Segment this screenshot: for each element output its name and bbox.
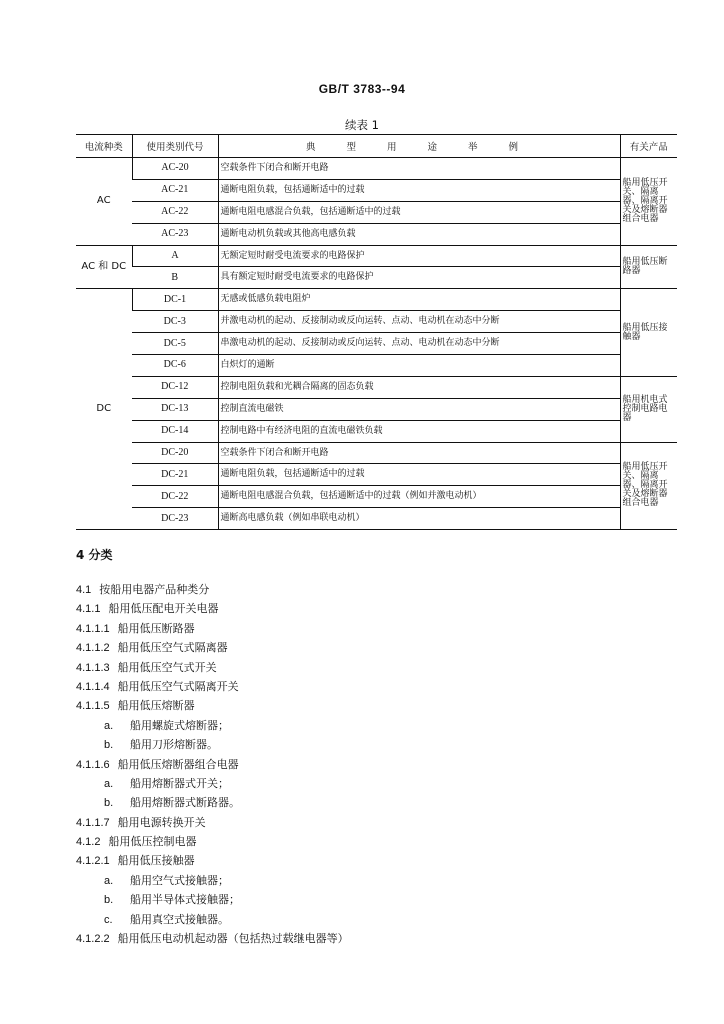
item-number: 4.1.1.1 bbox=[76, 622, 110, 635]
item-number: 4.1.2.2 bbox=[76, 933, 110, 946]
utilization-category-table bbox=[76, 134, 677, 530]
header-typical-use: 典 型 用 途 举 例 bbox=[218, 135, 620, 158]
item-number: b. bbox=[104, 894, 114, 907]
typical-use-cell: 串激电动机的起动、反接制动或反向运转、点动、电动机在动态中分断 bbox=[218, 333, 620, 355]
category-code-cell: DC-14 bbox=[132, 420, 218, 442]
item-text: 船用熔断器式断路器。 bbox=[130, 796, 240, 810]
list-sub-item bbox=[76, 871, 696, 890]
item-text: 按船用电器产品种类分 bbox=[99, 583, 210, 596]
category-code-cell: AC-22 bbox=[132, 201, 218, 223]
typical-use-cell: 白炽灯的通断 bbox=[218, 355, 620, 377]
typical-use-cell: 通断电动机负载或其他高电感负载 bbox=[218, 223, 620, 245]
table-row bbox=[76, 311, 677, 333]
item-text: 船用螺旋式熔断器； bbox=[130, 718, 229, 732]
table-row bbox=[76, 201, 677, 223]
current-type-cell: AC bbox=[76, 158, 132, 246]
category-code-cell: A bbox=[132, 245, 218, 267]
category-code-cell: AC-23 bbox=[132, 223, 218, 245]
table-caption: 续表 1 bbox=[345, 118, 379, 132]
item-number: c. bbox=[104, 913, 113, 926]
typical-use-cell: 控制直流电磁铁 bbox=[218, 398, 620, 420]
document-number: GB/T 3783--94 bbox=[318, 82, 406, 96]
item-text: 船用刀形熔断器。 bbox=[130, 738, 218, 752]
section-heading: 4 分类 bbox=[76, 548, 113, 562]
classification-list bbox=[76, 580, 696, 948]
category-code-cell: DC-22 bbox=[132, 486, 218, 508]
item-text: 船用空气式接触器； bbox=[130, 873, 229, 887]
header-category-code: 使用类别代号 bbox=[132, 135, 218, 158]
category-code-cell: DC-13 bbox=[132, 398, 218, 420]
item-number: 4.1.1.4 bbox=[76, 680, 110, 693]
list-sub-item bbox=[76, 774, 696, 793]
typical-use-cell: 通断高电感负载（例如串联电动机） bbox=[218, 508, 620, 530]
item-number: 4.1.2 bbox=[76, 836, 101, 849]
item-number: 4.1.1.5 bbox=[76, 700, 110, 713]
item-number: 4.1.1.2 bbox=[76, 642, 110, 655]
typical-use-cell: 通断电阻电感混合负载，包括通断适中的过载 bbox=[218, 201, 620, 223]
list-sub-item bbox=[76, 890, 696, 909]
table-row bbox=[76, 420, 677, 442]
classification-section bbox=[76, 540, 696, 948]
item-number: a. bbox=[104, 719, 114, 732]
item-number: 4.1.1 bbox=[76, 603, 101, 616]
category-code-cell: DC-21 bbox=[132, 464, 218, 486]
typical-use-cell: 通断电阻负载，包括通断适中的过载 bbox=[218, 179, 620, 201]
table-row bbox=[76, 158, 677, 180]
list-item bbox=[76, 832, 696, 851]
typical-use-cell: 通断电阻电感混合负载，包括通断适中的过载（例如并激电动机） bbox=[218, 486, 620, 508]
related-product-cell: 船用低压接触器 bbox=[620, 289, 677, 377]
item-number: 4.1.1.7 bbox=[76, 816, 110, 829]
typical-use-cell: 空载条件下闭合和断开电路 bbox=[218, 158, 620, 180]
category-code-cell: DC-12 bbox=[132, 376, 218, 398]
item-text: 船用低压断路器 bbox=[117, 621, 195, 635]
table-row bbox=[76, 442, 677, 464]
header-current-type: 电流种类 bbox=[76, 135, 132, 158]
item-text: 船用低压空气式开关 bbox=[117, 660, 217, 674]
table-row bbox=[76, 267, 677, 289]
category-code-cell: DC-20 bbox=[132, 442, 218, 464]
category-code-cell: DC-6 bbox=[132, 355, 218, 377]
item-number: a. bbox=[104, 874, 114, 887]
item-text: 船用低压空气式隔离器 bbox=[117, 641, 228, 655]
item-number: 4.1.2.1 bbox=[76, 855, 110, 868]
list-item bbox=[76, 619, 696, 638]
typical-use-cell: 具有额定短时耐受电流要求的电路保护 bbox=[218, 267, 620, 289]
typical-use-cell: 无额定短时耐受电流要求的电路保护 bbox=[218, 245, 620, 267]
typical-use-cell: 并激电动机的起动、反接制动或反向运转、点动、电动机在动态中分断 bbox=[218, 311, 620, 333]
item-number: b. bbox=[104, 797, 114, 810]
list-item bbox=[76, 755, 696, 774]
list-sub-item bbox=[76, 793, 696, 812]
table-row bbox=[76, 508, 677, 530]
current-type-cell: DC bbox=[76, 289, 132, 530]
related-product-cell: 船用低压开关、隔离器、隔离开关及熔断器组合电器 bbox=[620, 442, 677, 530]
item-number: 4.1.1.3 bbox=[76, 661, 110, 674]
typical-use-cell: 通断电阻负载，包括通断适中的过载 bbox=[218, 464, 620, 486]
related-product-cell: 船用机电式控制电路电器 bbox=[620, 376, 677, 442]
category-code-cell: DC-1 bbox=[132, 289, 218, 311]
list-sub-item bbox=[76, 716, 696, 735]
related-product-cell: 船用低压断路器 bbox=[620, 245, 677, 289]
item-text: 船用低压配电开关电器 bbox=[108, 602, 219, 616]
item-number: 4.1.1.6 bbox=[76, 758, 110, 771]
item-text: 船用低压熔断器组合电器 bbox=[117, 757, 239, 771]
current-type-cell: AC 和 DC bbox=[76, 245, 132, 289]
table-row bbox=[76, 486, 677, 508]
list-item bbox=[76, 851, 696, 870]
item-text: 船用熔断器式开关； bbox=[130, 776, 229, 790]
category-code-cell: DC-5 bbox=[132, 333, 218, 355]
category-code-cell: AC-21 bbox=[132, 179, 218, 201]
list-sub-item bbox=[76, 910, 696, 929]
item-text: 船用低压空气式隔离开关 bbox=[117, 679, 239, 693]
item-text: 船用低压接触器 bbox=[117, 854, 195, 868]
list-item bbox=[76, 638, 696, 657]
item-text: 船用低压电动机起动器（包括热过载继电器等） bbox=[117, 932, 349, 946]
typical-use-cell: 空载条件下闭合和断开电路 bbox=[218, 442, 620, 464]
item-number: a. bbox=[104, 777, 114, 790]
item-number: 4.1 bbox=[76, 584, 92, 596]
list-item bbox=[76, 599, 696, 618]
table-row bbox=[76, 179, 677, 201]
table-row bbox=[76, 333, 677, 355]
table-row bbox=[76, 376, 677, 398]
related-product-cell: 船用低压开关、隔离器、隔离开关及熔断器组合电器 bbox=[620, 158, 677, 246]
list-sub-item bbox=[76, 735, 696, 754]
list-item bbox=[76, 658, 696, 677]
typical-use-cell: 控制电路中有经济电阻的直流电磁铁负载 bbox=[218, 420, 620, 442]
typical-use-cell: 无感或低感负载电阻炉 bbox=[218, 289, 620, 311]
item-text: 船用低压熔断器 bbox=[117, 699, 195, 713]
header-related-products: 有关产品 bbox=[620, 135, 677, 158]
list-item bbox=[76, 929, 696, 948]
category-code-cell: B bbox=[132, 267, 218, 289]
table-row bbox=[76, 223, 677, 245]
table-row bbox=[76, 464, 677, 486]
table-row bbox=[76, 289, 677, 311]
list-item bbox=[76, 580, 696, 599]
list-item bbox=[76, 677, 696, 696]
item-text: 船用真空式接触器。 bbox=[130, 912, 229, 926]
category-code-cell: DC-23 bbox=[132, 508, 218, 530]
table-row bbox=[76, 355, 677, 377]
item-number: b. bbox=[104, 739, 114, 752]
list-item bbox=[76, 696, 696, 715]
typical-use-cell: 控制电阻负载和光耦合隔离的固态负载 bbox=[218, 376, 620, 398]
table-row bbox=[76, 398, 677, 420]
item-text: 船用低压控制电器 bbox=[108, 835, 197, 849]
item-text: 船用电源转换开关 bbox=[117, 815, 206, 829]
table-header-row bbox=[76, 135, 677, 158]
category-code-cell: DC-3 bbox=[132, 311, 218, 333]
list-item bbox=[76, 813, 696, 832]
category-code-cell: AC-20 bbox=[132, 158, 218, 180]
item-text: 船用半导体式接触器； bbox=[130, 893, 240, 907]
table-row bbox=[76, 245, 677, 267]
